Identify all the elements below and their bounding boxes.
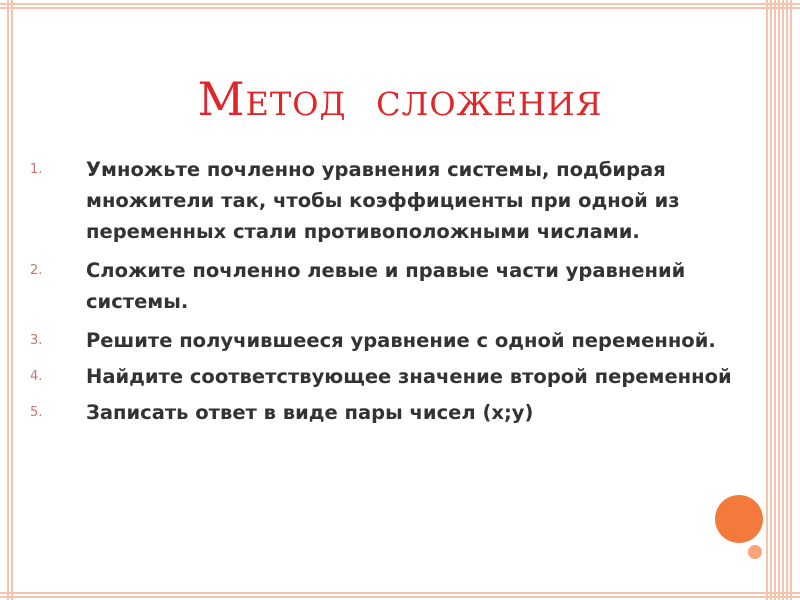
list-item-text: Умножьте почленно уравнения системы, подбирая множители так, чтобы коэффициенты при одной из переменных стали противоположными числами. [86, 158, 680, 243]
decorative-circle-icon [715, 495, 763, 543]
list-number: 3. [30, 333, 43, 348]
frame-border-top [0, 3, 800, 5]
slide-title: Метод сложения [197, 72, 603, 126]
list-item [30, 255, 765, 317]
list-item-text: Записать ответ в виде пары чисел (x;y) [86, 401, 534, 424]
list-item-text: Найдите соответствующее значение второй переменной [86, 365, 732, 388]
list-number: 1. [30, 162, 43, 177]
list-number: 4. [30, 369, 43, 384]
list-item [30, 325, 765, 356]
steps-list [30, 154, 765, 436]
list-number: 2. [30, 263, 43, 278]
list-item [30, 154, 765, 247]
decorative-dot-icon [748, 545, 762, 559]
list-item-text: Сложите почленно левые и правые части уравнений системы. [86, 259, 686, 313]
list-item [30, 361, 765, 392]
list-item [30, 397, 765, 428]
frame-border-bottom [0, 596, 800, 598]
list-number: 5. [30, 405, 43, 420]
list-item-text: Решите получившееся уравнение с одной переменной. [86, 329, 716, 352]
frame-border-bottom [0, 592, 800, 594]
frame-border-top [0, 7, 800, 9]
